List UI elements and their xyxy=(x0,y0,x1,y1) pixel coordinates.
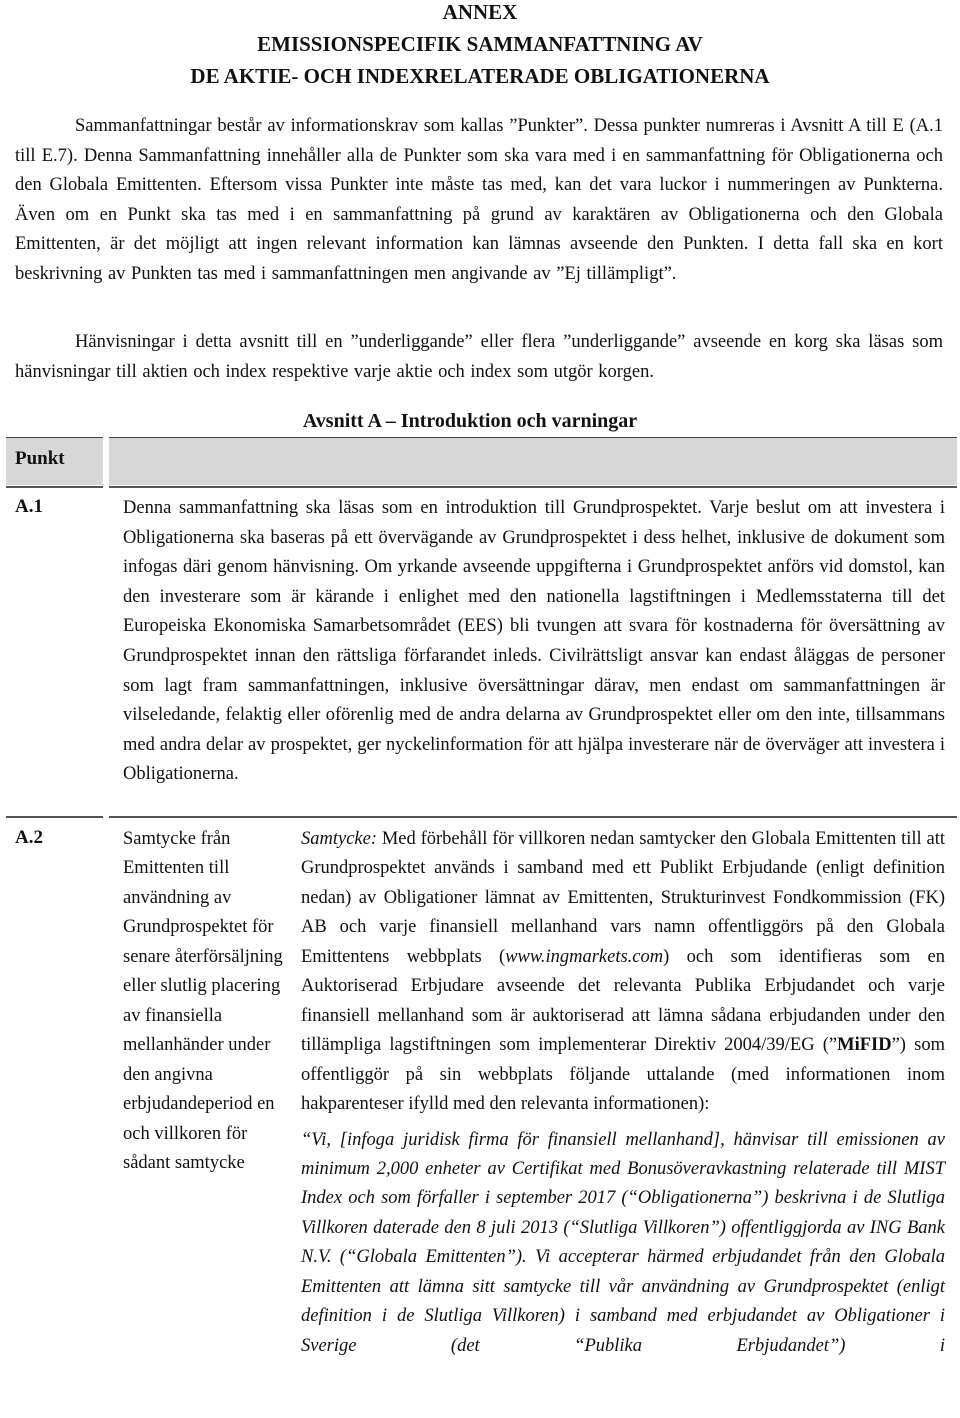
table-header-cell-right xyxy=(109,437,957,485)
intro-paragraph-1 xyxy=(15,112,943,290)
mifid-term: MiFID xyxy=(837,1035,892,1056)
row-divider xyxy=(109,486,957,488)
consent-lead-in: Samtycke: xyxy=(301,829,378,849)
row-a1-text: Denna sammanfattning ska läsas som en introduktion till Grundprospektet. Varje beslut om att investera i Obligationerna ska baseras på ett övervägande av Grundprospektet i dess helhet, inklusive de dokument som infogas däri genom hänvisning. Om yrkande avseende uppgifterna i Grundprospektet anförs vid domstol, kan den investerare som är kärande i enlighet med den nationella lagstiftningen i Medlemsstaterna till det Europeiska Ekonomiska Samarbetsområdet (EES) bli tvungen att svara för kostnaderna för översättning av Grundprospektet innan den rättsliga förfarandet inleds. Civilrättsligt ansvar kan endast åläggas de personer som lagt fram sammanfattningen, inklusive översättningar därav, men endast om sammanfattningen är vilseledande, felaktig eller oförenlig med de andra delarna av Grundprospektet eller om den inte, tillsammans med andra delar av prospektet, ger nyckelinformation för att hjälpa investerare när de överväger att investera i Obligationerna. xyxy=(123,498,945,785)
row-divider xyxy=(109,816,957,818)
row-number-a2: A.2 xyxy=(15,827,43,848)
column-header-punkt: Punkt xyxy=(15,448,65,469)
consent-paragraph xyxy=(301,825,945,1120)
consent-text-part3: ”) som offentliggör på sin webbplats följande uttalande (med informationen inom hakparenteser ifylld med den relevanta informationen): xyxy=(301,1035,945,1115)
website-link[interactable]: www.ingmarkets.com xyxy=(505,946,664,967)
summary-heading-line2: DE AKTIE- OCH INDEXRELATERADE OBLIGATIONERNA xyxy=(190,64,770,88)
section-a-title: Avsnitt A – Introduktion och varningar xyxy=(302,410,638,432)
row-a2-label: Samtycke från Emittenten till användning av Grundprospektet för senare återförsäljning eller slutlig placering av finansiella mellanhänder under den angivna erbjudandeperiod en och villkoren för sådant samtycke xyxy=(123,829,283,1173)
intro-paragraph-1-text: Sammanfattningar består av informationskrav som kallas ”Punkter”. Dessa punkter numreras i Avsnitt A till E (A.1 till E.7). Denna Sammanfattning innehåller alla de Punkter som ska vara med i en sammanfattning för Obligationerna och den Globala Emittenten. Eftersom vissa Punkter inte måste tas med, kan det vara luckor i nummeringen av Punkterna. Även om en Punkt ska tas med i en sammanfattning på grund av karaktären av Obligationerna och den Globala Emittenten, är det möjligt att ingen relevant information kan lämnas avseende den Punkten. I detta fall ska en kort beskrivning av Punkten tas med i sammanfattningen men angivande av ”Ej tillämpligt”. xyxy=(15,116,943,284)
annex-heading: ANNEX xyxy=(442,0,518,24)
row-a2-text xyxy=(301,825,945,1361)
intro-paragraph-2-text: Hänvisningar i detta avsnitt till en ”underliggande” eller flera ”underliggande” avseende en korg ska läsas som hänvisningar till aktien och index respektive varje aktie och index som utgör korgen. xyxy=(15,332,943,382)
intermediary-statement-quote: “Vi, [infoga juridisk firma för finansiell mellanhand], hänvisar till emissionen av minimum 2,000 enheter av Certifikat med Bonusöveravkastning relaterade till MIST Index och som förfaller i september 2017 (“Obligationerna”) beskrivna i de Slutliga Villkoren daterade den 8 juli 2013 (“Slutliga Villkoren”) offentliggjorda av ING Bank N.V. (“Globala Emittenten”). Vi accepterar härmed erbjudandet från den Globala Emittenten att lämna sitt samtycke till vår användning av Grundprospektet (enligt definition i de Slutliga Villkoren) i samband med erbjudandet av Obligationer i Sverige (det “Publika Erbjudandet”) i xyxy=(301,1129,945,1356)
consent-text-part1: Med förbehåll för villkoren nedan samtycker den Globala Emittenten till att Grundprospektet används i samband med ett Publikt Erbjudande (enligt definition nedan) av Obligationer lämnat av Emittenten, Strukturinvest Fondkommission (FK) AB och varje finansiell mellanhand vars namn offentliggörs på den Globala Emittentens webbplats ( xyxy=(301,829,945,967)
summary-heading-line1: EMISSIONSPECIFIK SAMMANFATTNING AV xyxy=(257,32,703,56)
row-number-a1: A.1 xyxy=(15,496,43,517)
intro-paragraph-2 xyxy=(15,328,943,387)
row-divider xyxy=(6,486,103,488)
row-divider xyxy=(6,816,103,818)
consent-text-part2: ) och som identifieras som en Auktoriserad Erbjudare avseende det relevanta Publika Erbjudandet och varje finansiell mellanhand som är auktoriserad att lämna sådana erbjudanden under den tillämpliga lagstiftningen som implementerar Direktiv 2004/39/EG (” xyxy=(301,946,945,1056)
